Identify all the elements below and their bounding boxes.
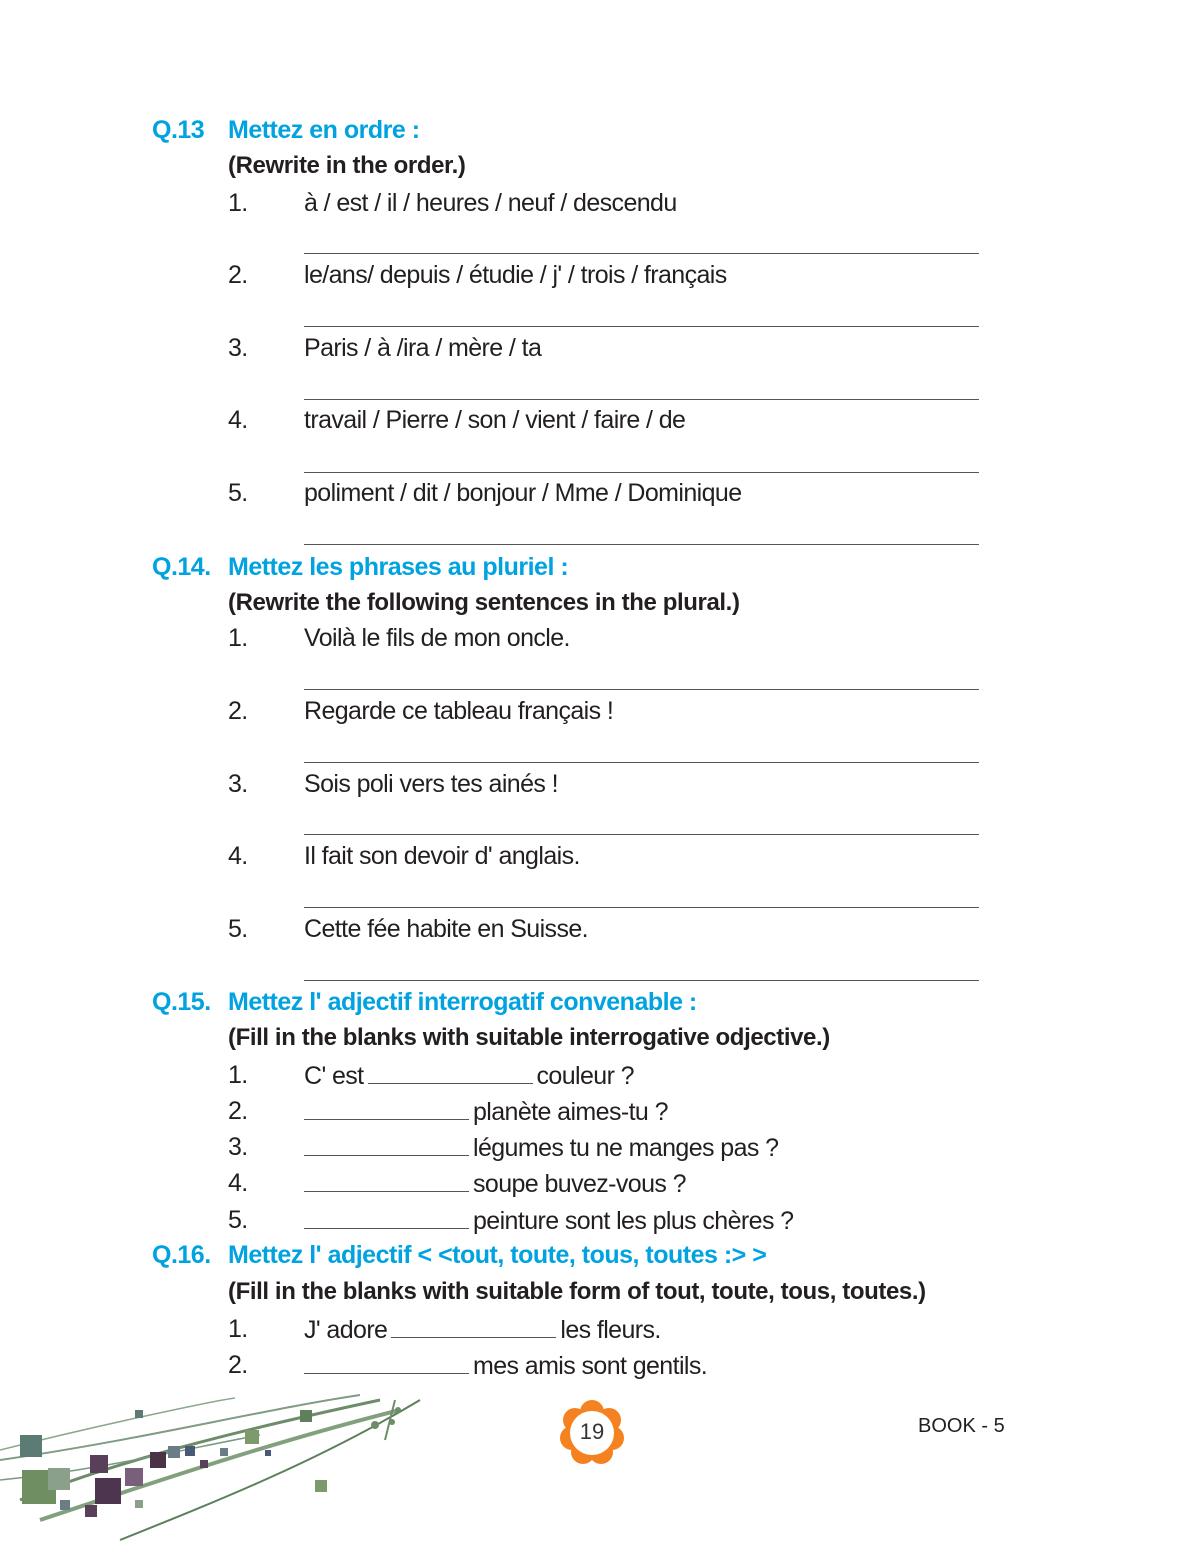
item-text: Voilà le fils de mon oncle. [304, 624, 570, 652]
item-text: poliment / dit / bonjour / Mme / Dominique [304, 479, 742, 507]
item-text: Cette fée habite en Suisse. [304, 915, 588, 943]
item-number: 3. [228, 770, 248, 798]
item-text: Paris / à /ira / mère / ta [304, 334, 542, 362]
q16-number: Q.16. [152, 1241, 211, 1269]
item-text: à / est / il / heures / neuf / descendu [304, 189, 677, 217]
q14-answer-line-2[interactable] [304, 762, 979, 763]
decorative-swirl-graphic [0, 1380, 440, 1550]
q14-heading [152, 553, 568, 582]
item-number: 2. [228, 697, 248, 725]
q14-answer-line-1[interactable] [304, 689, 979, 690]
q14-title: Mettez les phrases au pluriel : [228, 553, 569, 581]
q14-number: Q.14. [152, 553, 211, 581]
item-text: le/ans/ depuis / étudie / j' / trois / français [304, 261, 727, 289]
item-number: 3. [228, 1133, 248, 1161]
q13-subtitle: (Rewrite in the order.) [228, 152, 466, 179]
fill-blank[interactable] [304, 1351, 469, 1374]
q13-answer-line-2[interactable] [304, 326, 979, 327]
q16-heading [152, 1241, 766, 1270]
fill-blank[interactable] [304, 1133, 469, 1156]
q13-answer-line-5[interactable] [304, 544, 979, 545]
item-number: 2. [228, 261, 248, 289]
item-number: 1. [228, 189, 248, 217]
fill-blank[interactable] [391, 1315, 556, 1338]
q13-answer-line-1[interactable] [304, 253, 979, 254]
fill-blank[interactable] [304, 1169, 469, 1192]
q15-heading [152, 988, 697, 1017]
item-number: 4. [228, 842, 248, 870]
item-number: 2. [228, 1097, 248, 1125]
q13-heading [152, 116, 420, 145]
q13-answer-line-3[interactable] [304, 399, 979, 400]
q15-number: Q.15. [152, 988, 211, 1016]
item-text: Sois poli vers tes ainés ! [304, 770, 558, 798]
item-number: 3. [228, 334, 248, 362]
item-text-before: J' adore [304, 1316, 388, 1344]
item-number: 2. [228, 1351, 248, 1379]
item-number: 1. [228, 1315, 248, 1343]
item-number: 1. [228, 624, 248, 652]
item-number: 5. [228, 479, 248, 507]
page-number: 19 [579, 1419, 605, 1444]
item-number: 4. [228, 1169, 248, 1197]
q15-subtitle: (Fill in the blanks with suitable interrogative odjective.) [228, 1024, 830, 1051]
item-text: Il fait son devoir d' anglais. [304, 842, 580, 870]
item-number: 4. [228, 406, 248, 434]
item-text-after: couleur ? [536, 1062, 634, 1090]
q15-title: Mettez l' adjectif interrogatif convenable : [228, 988, 697, 1016]
item-number: 5. [228, 1206, 248, 1234]
item-text-after: légumes tu ne manges pas ? [473, 1134, 779, 1162]
item-text-after: peinture sont les plus chères ? [473, 1207, 794, 1235]
item-text-after: mes amis sont gentils. [473, 1352, 708, 1380]
q14-answer-line-3[interactable] [304, 834, 979, 835]
item-text: Regarde ce tableau français ! [304, 697, 614, 725]
item-number: 5. [228, 915, 248, 943]
item-text-before: C' est [304, 1062, 364, 1090]
item-text-after: planète aimes-tu ? [473, 1098, 668, 1126]
q14-answer-line-4[interactable] [304, 907, 979, 908]
page-number-badge [560, 1400, 624, 1464]
q13-number: Q.13 [152, 116, 205, 144]
fill-blank[interactable] [304, 1206, 469, 1229]
book-label: BOOK - 5 [918, 1415, 1005, 1437]
q16-title: Mettez l' adjectif < <tout, toute, tous, toutes :> > [228, 1241, 767, 1269]
q13-answer-line-4[interactable] [304, 472, 979, 473]
q14-subtitle: (Rewrite the following sentences in the plural.) [228, 589, 740, 616]
item-text: travail / Pierre / son / vient / faire / de [304, 406, 686, 434]
fill-blank[interactable] [304, 1097, 469, 1120]
item-text-after: soupe buvez-vous ? [473, 1170, 686, 1198]
fill-blank[interactable] [368, 1061, 533, 1084]
item-number: 1. [228, 1061, 248, 1089]
item-text-after: les fleurs. [560, 1316, 661, 1344]
q16-subtitle: (Fill in the blanks with suitable form of tout, toute, tous, toutes.) [228, 1278, 926, 1305]
q13-title: Mettez en ordre : [228, 116, 420, 144]
q14-answer-line-5[interactable] [304, 980, 979, 981]
